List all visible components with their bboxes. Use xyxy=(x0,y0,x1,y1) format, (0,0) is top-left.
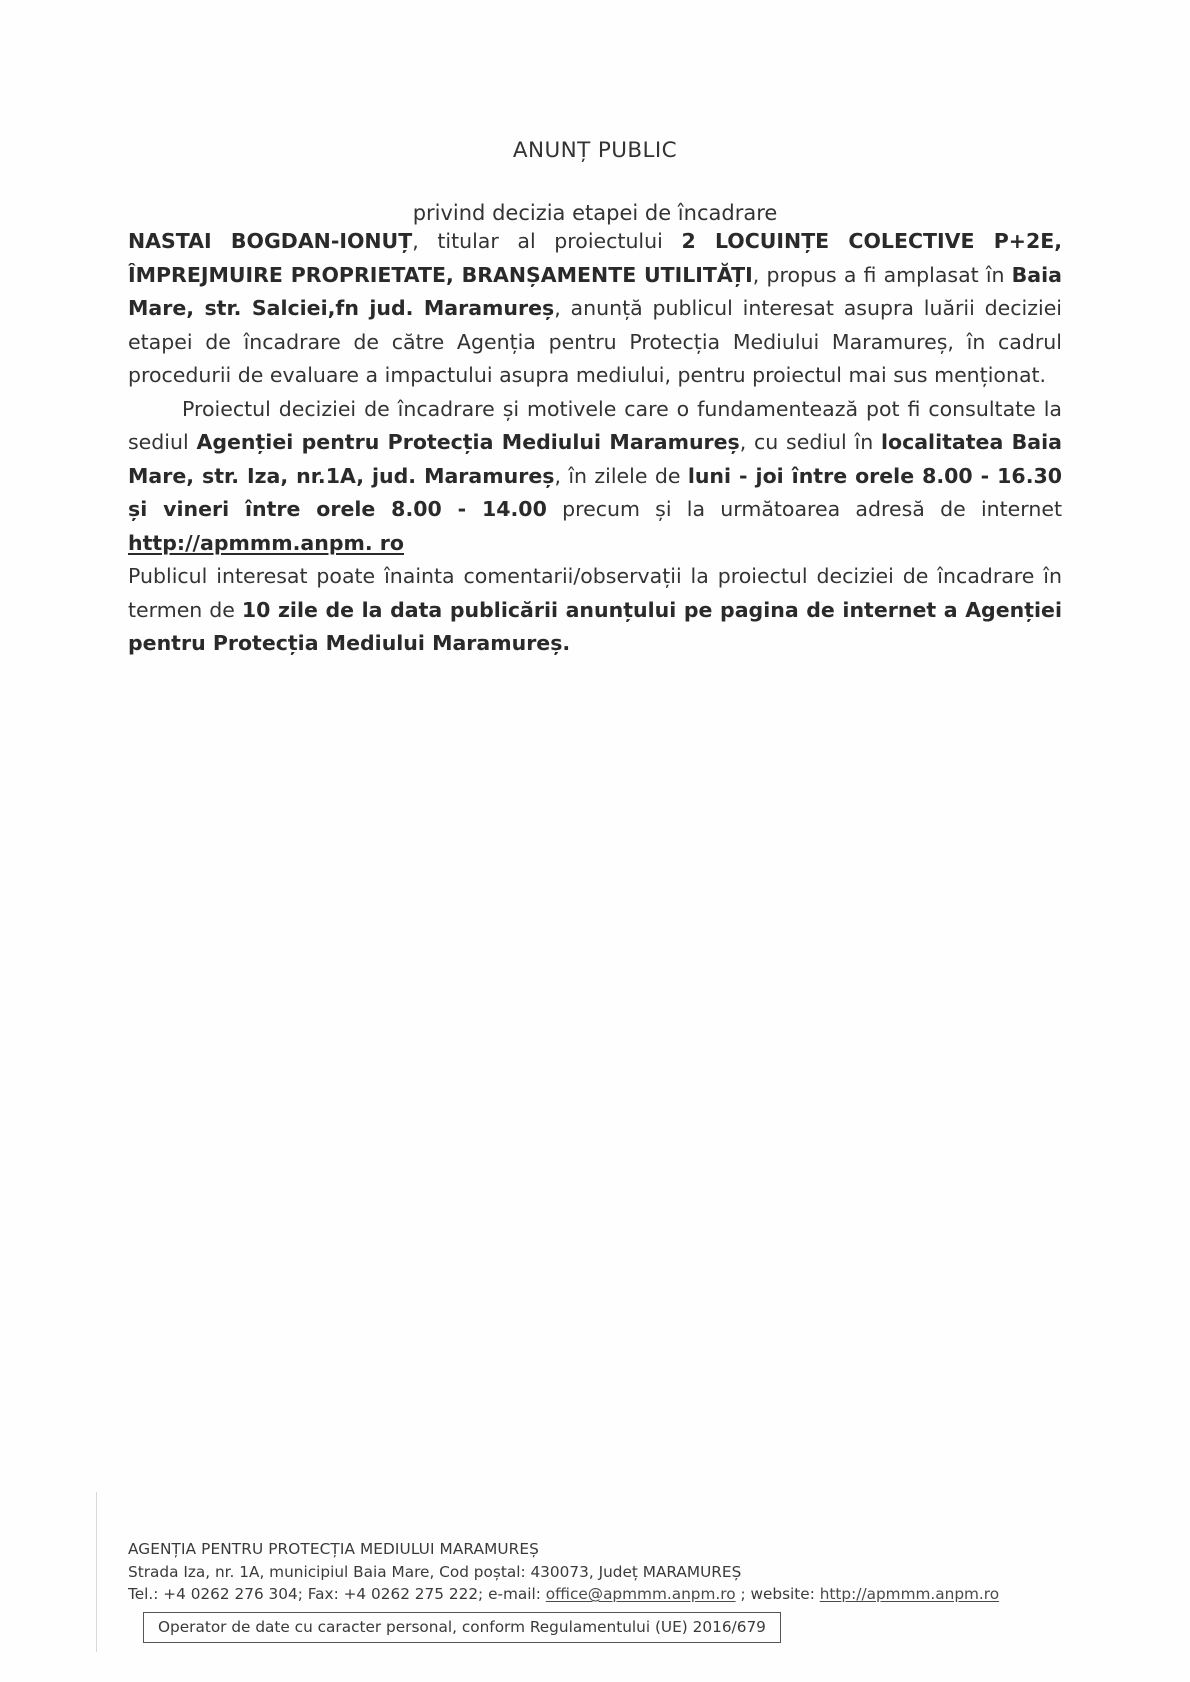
footer-phone-fax: Tel.: +4 0262 276 304; Fax: +4 0262 275 222; e-mail: xyxy=(128,1585,546,1603)
consultation-intro: Proiectul deciziei de încadrare și motivele care o fundamentează pot fi consultate la sediul xyxy=(128,396,1062,454)
paragraph-consultation xyxy=(128,393,1062,561)
internet-connector: precum și la următoarea adresă de internet xyxy=(546,497,1062,521)
footer-address: Strada Iza, nr. 1A, municipiul Baia Mare, Cod poștal: 430073, Județ MARAMUREȘ xyxy=(128,1562,742,1581)
footer-website-label: ; website: xyxy=(735,1585,820,1603)
page-footer xyxy=(128,1538,1068,1643)
footer-contact-line xyxy=(128,1583,1068,1606)
applicant-name: NASTAI BOGDAN-IONUȚ xyxy=(128,229,413,253)
office-hours: luni - joi între orele 8.00 - 16.30 și vineri între orele 8.00 - 14.00 xyxy=(128,463,1063,521)
agency-website-link[interactable]: http://apmmm.anpm. ro xyxy=(128,530,404,555)
project-location: Baia Mare, str. Salciei,fn jud. Maramureș xyxy=(128,262,1062,320)
paragraph-announcement xyxy=(128,225,1062,393)
applicant-connector: , titular al proiectului xyxy=(412,229,682,253)
document-content xyxy=(128,138,1062,661)
page-subtitle: privind decizia etapei de încadrare xyxy=(412,201,778,225)
page-title: ANUNȚ PUBLIC xyxy=(512,138,678,163)
agency-address: localitatea Baia Mare, str. Iza, nr.1A, jud. Maramureș xyxy=(128,430,1062,488)
paragraph-comments xyxy=(128,560,1062,661)
footer-agency-name: AGENȚIA PENTRU PROTECȚIA MEDIULUI MARAMUREȘ xyxy=(128,1540,539,1558)
location-connector: , propus a fi amplasat în xyxy=(752,262,1012,287)
schedule-connector: , în zilele de xyxy=(554,463,688,488)
data-operator-notice: Operator de date cu caracter personal, conform Regulamentului (UE) 2016/679 xyxy=(143,1612,781,1643)
agency-name: Agenției pentru Protecția Mediului Maramureș xyxy=(196,430,740,454)
comments-intro: Publicul interesat poate înainta comentarii/observații la proiectul deciziei de încadrare în termen de xyxy=(128,564,1062,622)
scan-edge-mark xyxy=(96,1492,97,1652)
footer-website-link[interactable]: http://apmmm.anpm.ro xyxy=(819,1585,1000,1603)
announcement-body: , anunță publicul interesat asupra luării deciziei etapei de încadrare de către Agenția pentru Protecția Mediului Maramureș, în cadrul procedurii de evaluare a impactului asupra mediului, pentru proiectul mai sus menționat. xyxy=(128,296,1062,387)
headquarters-connector: , cu sediul în xyxy=(739,430,881,454)
project-description: 2 LOCUINȚE COLECTIVE P+2E, ÎMPREJMUIRE PROPRIETATE, BRANȘAMENTE UTILITĂȚI xyxy=(128,229,1062,287)
footer-email-link[interactable]: office@apmmm.anpm.ro xyxy=(545,1585,736,1603)
comments-deadline: 10 zile de la data publicării anunțului pe pagina de internet a Agenției pentru Protecția Mediului Maramureș. xyxy=(128,597,1062,655)
